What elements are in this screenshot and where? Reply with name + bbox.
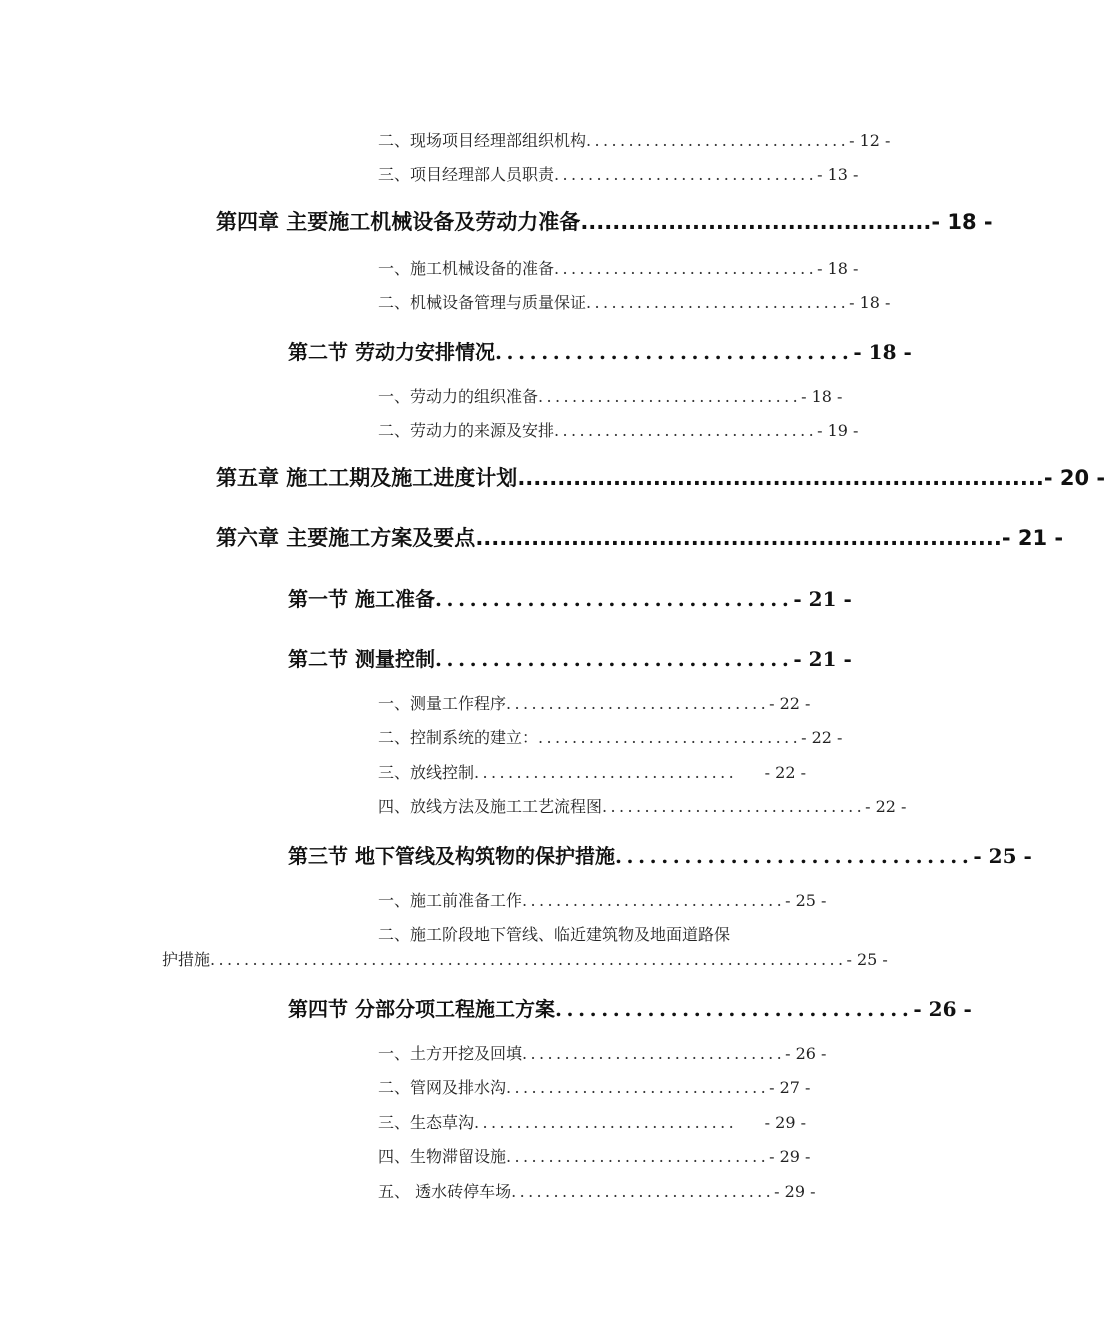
page-number: - 26 - [785, 1044, 827, 1063]
page-number: - 22 - [801, 728, 843, 747]
entry-title: 第五章 施工工期及施工进度计划 [216, 466, 518, 490]
page-number: - 22 - [764, 763, 806, 782]
entry-title: 二、机械设备管理与质量保证 [378, 293, 587, 312]
toc-entry[interactable] [378, 888, 827, 911]
entry-title: 第二节 劳动力安排情况 [288, 340, 495, 364]
toc-entry[interactable] [378, 794, 907, 817]
page-number: - 29 - [769, 1147, 811, 1166]
toc-entry[interactable] [378, 256, 859, 279]
toc-entry[interactable] [378, 760, 806, 783]
entry-title: 三、项目经理部人员职责 [378, 165, 555, 184]
page-number: - 21 - [1001, 526, 1064, 550]
entry-title: 二、现场项目经理部组织机构 [378, 131, 587, 150]
toc-section-entry[interactable] [288, 643, 852, 672]
page-number: - 20 - [1043, 466, 1105, 490]
page-number: - 25 - [846, 950, 888, 969]
entry-title: 护措施 [162, 950, 211, 969]
dot-leader: ............................... [554, 421, 818, 440]
page-number: - 18 - [853, 340, 912, 364]
page-number: - 18 - [817, 259, 859, 278]
entry-title: 二、控制系统的建立： [378, 728, 539, 747]
entry-title: 第四节 分部分项工程施工方案 [288, 997, 555, 1021]
dot-leader: ............................................ [580, 210, 932, 234]
page-number: - 18 - [931, 210, 993, 234]
dot-leader: ............................... [554, 259, 818, 278]
toc-entry[interactable] [378, 1110, 806, 1133]
entry-title: 第六章 主要施工方案及要点 [216, 526, 476, 550]
toc-chapter-entry[interactable] [216, 206, 993, 236]
entry-title: 第三节 地下管线及构筑物的保护措施 [288, 844, 615, 868]
entry-title: 一、测量工作程序 [378, 694, 507, 713]
toc-entry-wrapped-line[interactable]: 二、施工阶段地下管线、临近建筑物及地面道路保 [378, 925, 731, 944]
entry-title: 四、放线方法及施工工艺流程图 [378, 797, 603, 816]
toc-chapter-entry[interactable] [216, 462, 1105, 492]
entry-title: 第二节 测量控制 [288, 647, 435, 671]
dot-leader: .................................................................. [475, 526, 1002, 550]
entry-title: 一、土方开挖及回填 [378, 1044, 523, 1063]
entry-title: 二、管网及排水沟 [378, 1078, 507, 1097]
toc-entry[interactable] [378, 1179, 816, 1202]
dot-leader: ............................... [586, 131, 850, 150]
entry-title: 一、劳动力的组织准备 [378, 387, 539, 406]
dot-leader: ............................... [554, 997, 914, 1021]
dot-leader: ............................... [434, 647, 794, 671]
page-number: - 29 - [764, 1113, 806, 1132]
page-number: - 26 - [913, 997, 972, 1021]
toc-entry[interactable] [378, 1144, 811, 1167]
page-number: - 25 - [973, 844, 1032, 868]
dot-leader: ............................... [506, 1078, 770, 1097]
dot-leader: ............................... [538, 728, 802, 747]
toc-chapter-entry[interactable] [216, 522, 1064, 552]
dot-leader: ............................... [602, 797, 866, 816]
entry-title: 二、劳动力的来源及安排 [378, 421, 555, 440]
entry-title: 第四章 主要施工机械设备及劳动力准备 [216, 210, 581, 234]
dot-leader: ............................... [434, 587, 794, 611]
toc-entry[interactable] [378, 162, 859, 185]
dot-leader: ............................... [511, 1182, 775, 1201]
toc-entry[interactable] [378, 418, 859, 441]
entry-title: 四、生物滞留设施 [378, 1147, 507, 1166]
toc-entry[interactable] [378, 725, 843, 748]
page-number: - 18 - [801, 387, 843, 406]
toc-entry[interactable] [378, 384, 843, 407]
toc-section-entry[interactable] [288, 993, 972, 1022]
dot-leader: ............................... [538, 387, 802, 406]
toc-entry[interactable] [378, 1075, 811, 1098]
page-number: - 21 - [793, 587, 852, 611]
toc-entry[interactable] [378, 128, 891, 151]
entry-title: 一、施工机械设备的准备 [378, 259, 555, 278]
page-number: - 25 - [785, 891, 827, 910]
dot-leader: ............................... [474, 763, 738, 782]
entry-title: 三、生态草沟 [378, 1113, 475, 1132]
dot-leader: ............................... [522, 1044, 786, 1063]
dot-leader: ............................... [506, 694, 770, 713]
dot-leader: ............................... [586, 293, 850, 312]
dot-leader: ............................... [522, 891, 786, 910]
dot-leader: ............................... [474, 1113, 738, 1132]
toc-entry[interactable] [378, 290, 891, 313]
toc-entry[interactable] [162, 947, 888, 970]
toc-section-entry[interactable] [288, 336, 912, 365]
page-number: - 22 - [865, 797, 907, 816]
page-number: - 12 - [849, 131, 891, 150]
page-number: - 21 - [793, 647, 852, 671]
entry-title: 第一节 施工准备 [288, 587, 435, 611]
page-number: - 22 - [769, 694, 811, 713]
dot-leader: ............................... [614, 844, 974, 868]
page-number: - 29 - [774, 1182, 816, 1201]
toc-entry[interactable] [378, 691, 811, 714]
toc-section-entry[interactable] [288, 583, 852, 612]
dot-leader: .................................................................. [517, 466, 1044, 490]
page-number: - 18 - [849, 293, 891, 312]
page-number: - 19 - [817, 421, 859, 440]
toc-entry[interactable] [378, 1041, 827, 1064]
dot-leader: ............................... [494, 340, 854, 364]
page-number: - 13 - [817, 165, 859, 184]
dot-leader: ............................... [554, 165, 818, 184]
entry-title: 五、 透水砖停车场 [378, 1182, 512, 1201]
dot-leader: ............................... [506, 1147, 770, 1166]
toc-section-entry[interactable] [288, 840, 1032, 869]
page-number: - 27 - [769, 1078, 811, 1097]
entry-title: 三、放线控制 [378, 763, 475, 782]
dot-leader: ........................................................................... [210, 950, 847, 969]
entry-title: 一、施工前准备工作 [378, 891, 523, 910]
